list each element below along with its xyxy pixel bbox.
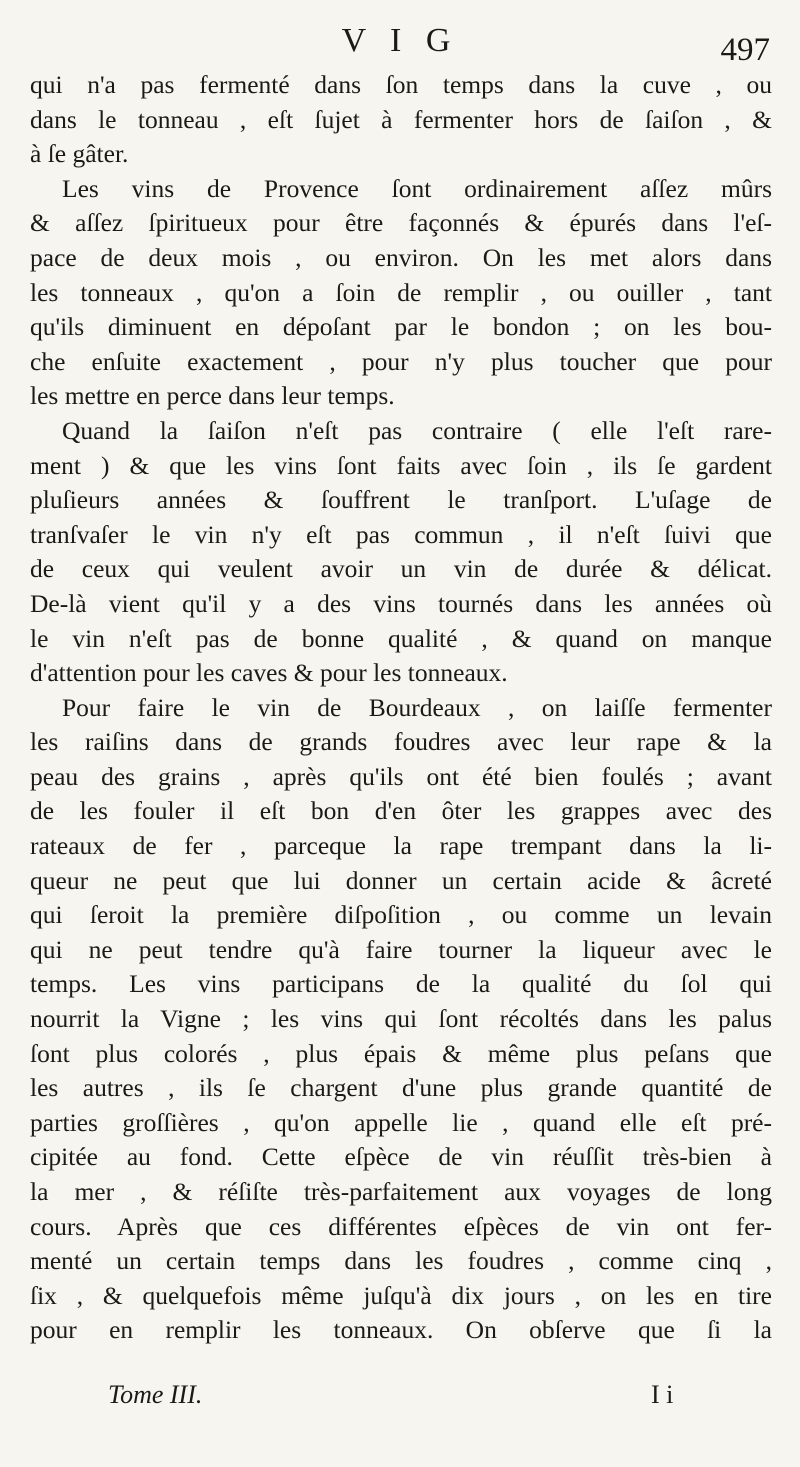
page-footer <box>0 1380 800 1420</box>
text-line: dans le tonneau , eſt ſujet à fermenter hors de ſaiſon , & <box>30 104 772 134</box>
text-line: ment ) & que les vins ſont faits avec ſoin , ils ſe gardent <box>30 450 772 480</box>
text-line: & aſſez ſpiritueux pour être façonnés & épurés dans l'eſ- <box>30 208 772 238</box>
text-line: tranſvaſer le vin n'y eſt pas commun , il n'eſt ſuivi que <box>30 519 772 549</box>
text-line: Les vins de Provence ſont ordinairement aſſez mûrs <box>62 173 772 203</box>
text-line: qui ſeroit la première diſpoſition , ou comme un levain <box>30 900 772 930</box>
text-line: cours. Après que ces différentes eſpèces de vin ont fer- <box>30 1211 772 1241</box>
text-line: De-là vient qu'il y a des vins tournés dans les années où <box>30 588 772 618</box>
text-line: pluſieurs années & ſouffrent le tranſport. L'uſage de <box>30 485 772 515</box>
text-line: d'attention pour les caves & pour les tonneaux. <box>30 658 508 688</box>
text-line: les tonneaux , qu'on a ſoin de remplir , ou ouiller , tant <box>30 277 772 307</box>
tome-label: Tome III. <box>108 1380 203 1409</box>
text-line: ſix , & quelquefois même juſqu'à dix jours , on les en tire <box>30 1280 772 1310</box>
text-line: les mettre en perce dans leur temps. <box>30 381 395 411</box>
text-line: qu'ils diminuent en dépoſant par le bondon ; on les bou- <box>30 312 772 342</box>
signature-mark: I i <box>651 1380 674 1409</box>
text-line: Quand la ſaiſon n'eſt pas contraire ( elle l'eſt rare- <box>62 415 772 445</box>
text-line: menté un certain temps dans les foudres , comme cinq , <box>30 1246 772 1276</box>
text-line: Pour faire le vin de Bourdeaux , on laiſſe fermenter <box>62 692 772 722</box>
text-line: le vin n'eſt pas de bonne qualité , & quand on manque <box>30 623 772 653</box>
text-line: queur ne peut que lui donner un certain acide & âcreté <box>30 865 772 895</box>
running-head <box>0 20 800 70</box>
text-line: de les fouler il eſt bon d'en ôter les grappes avec des <box>30 796 772 826</box>
running-head-title: V I G <box>341 22 459 59</box>
text-line: parties groſſières , qu'on appelle lie , quand elle eſt pré- <box>30 1107 772 1137</box>
paragraph <box>30 691 772 1348</box>
text-line: les autres , ils ſe chargent d'une plus grande quantité de <box>30 1073 772 1103</box>
body-text <box>30 68 772 1348</box>
text-line: les raiſins dans de grands foudres avec leur rape & la <box>30 727 772 757</box>
text-line: pour en remplir les tonneaux. On obſerve que ſi la <box>30 1315 772 1345</box>
text-line: che enſuite exactement , pour n'y plus toucher que pour <box>30 346 772 376</box>
text-line: qui n'a pas fermenté dans ſon temps dans la cuve , ou <box>30 70 772 99</box>
paragraph <box>30 68 772 172</box>
text-line: de ceux qui veulent avoir un vin de durée & délicat. <box>30 554 772 584</box>
text-line: ſont plus colorés , plus épais & même plus peſans que <box>30 1038 772 1068</box>
text-line: qui ne peut tendre qu'à faire tourner la liqueur avec le <box>30 934 772 964</box>
text-line: rateaux de fer , parceque la rape trempant dans la li- <box>30 831 772 861</box>
text-line: temps. Les vins participans de la qualité du ſol qui <box>30 969 772 999</box>
page-number: 497 <box>720 32 770 68</box>
text-line: la mer , & réſiſte très-parfaitement aux voyages de long <box>30 1177 772 1206</box>
text-line: cipitée au fond. Cette eſpèce de vin réuſſit très-bien à <box>30 1142 772 1172</box>
paragraph <box>30 414 772 691</box>
text-line: pace de deux mois , ou environ. On les met alors dans <box>30 242 772 272</box>
paragraph <box>30 172 772 414</box>
text-line: à ſe gâter. <box>30 139 129 169</box>
text-line: peau des grains , après qu'ils ont été bien foulés ; avant <box>30 761 772 791</box>
text-line: nourrit la Vigne ; les vins qui ſont récoltés dans les palus <box>30 1004 772 1034</box>
